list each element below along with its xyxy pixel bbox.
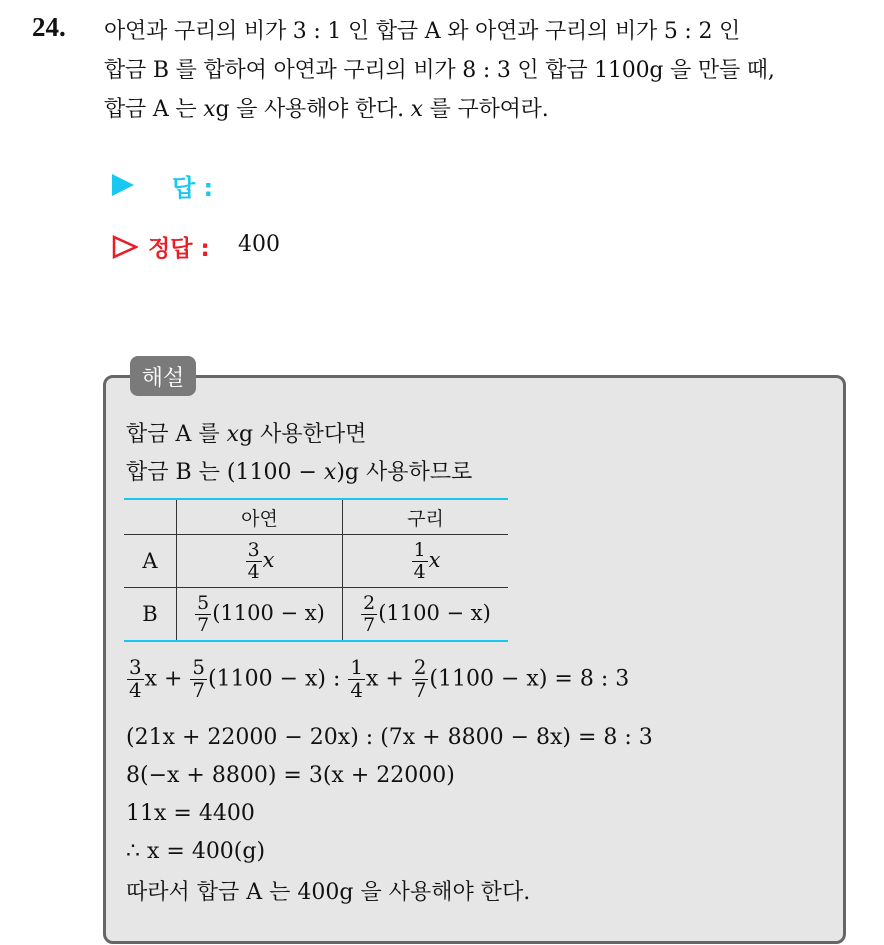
q3-text-b: g 을 사용해야 한다. xyxy=(215,97,411,122)
table-cell: $\frac{3}{4}$ x xyxy=(177,535,343,588)
table-cell: $\frac{1}{4}$ x xyxy=(343,535,509,588)
exp2-b: )g 사용하므로 xyxy=(336,460,473,485)
table-header-cell: 구리 xyxy=(343,499,509,535)
equation-1: $\frac{3}{4}$ x + $\frac{5}{7}$ (1100 − x) : $\frac{1}{4}$ x + $\frac{2}{7}$ (1100 − x) = 8 : 3 xyxy=(129,656,630,702)
question-line-2: 합금 B 를 합하여 아연과 구리의 비가 8 : 3 인 합금 1100g 을 만들 때, xyxy=(104,58,775,83)
question-line-3 xyxy=(104,92,549,123)
q3-text-a: 합금 A 는 xyxy=(104,97,204,122)
q3-text-c: 를 구하여라. xyxy=(422,97,549,122)
table-row xyxy=(124,588,508,642)
answer-label: 답 : xyxy=(172,174,214,202)
table-header-cell: 아연 xyxy=(177,499,343,535)
exp2-var: x xyxy=(323,460,337,485)
table-header-row xyxy=(124,499,508,535)
correct-answer-label-group xyxy=(112,230,210,263)
equation-3: 8(−x + 8800) = 3(x + 22000) xyxy=(126,763,455,788)
question-number: 24. xyxy=(32,12,66,42)
equation-2: (21x + 22000 − 20x) : (7x + 8800 − 8x) = 8 : 3 xyxy=(126,725,653,750)
exp2-a: 합금 B 는 (1100 − xyxy=(126,460,324,485)
explanation-tag: 해설 xyxy=(130,356,196,396)
correct-answer-label: 정답 : xyxy=(148,236,210,262)
table-cell: $\frac{5}{7}$ (1100 − x) xyxy=(177,588,343,642)
equation-5: ∴ x = 400(g) xyxy=(126,839,266,864)
correct-answer-value: 400 xyxy=(238,232,280,257)
q3-var: x xyxy=(203,97,216,122)
equation-4: 11x = 4400 xyxy=(126,801,255,826)
conclusion-line: 따라서 합금 A 는 400g 을 사용해야 한다. xyxy=(126,880,531,905)
table-header-cell xyxy=(124,499,177,535)
exp1-a: 합금 A 를 xyxy=(126,422,227,447)
q3-var2: x xyxy=(410,97,423,122)
table-row-label: B xyxy=(124,588,177,642)
answer-play-icon xyxy=(112,174,134,196)
exp1-var: x xyxy=(226,422,240,447)
table-row xyxy=(124,535,508,588)
table-cell: $\frac{2}{7}$ (1100 − x) xyxy=(343,588,509,642)
question-line-1: 아연과 구리의 비가 3 : 1 인 합금 A 와 아연과 구리의 비가 5 : 2 인 xyxy=(104,19,741,44)
table-row-label: A xyxy=(124,535,177,588)
explanation-line-2 xyxy=(126,455,472,486)
explanation-line-1 xyxy=(126,417,366,448)
exp1-b: g 사용한다면 xyxy=(239,422,367,447)
correct-answer-triangle-icon xyxy=(112,235,138,259)
ratio-table xyxy=(124,498,508,642)
